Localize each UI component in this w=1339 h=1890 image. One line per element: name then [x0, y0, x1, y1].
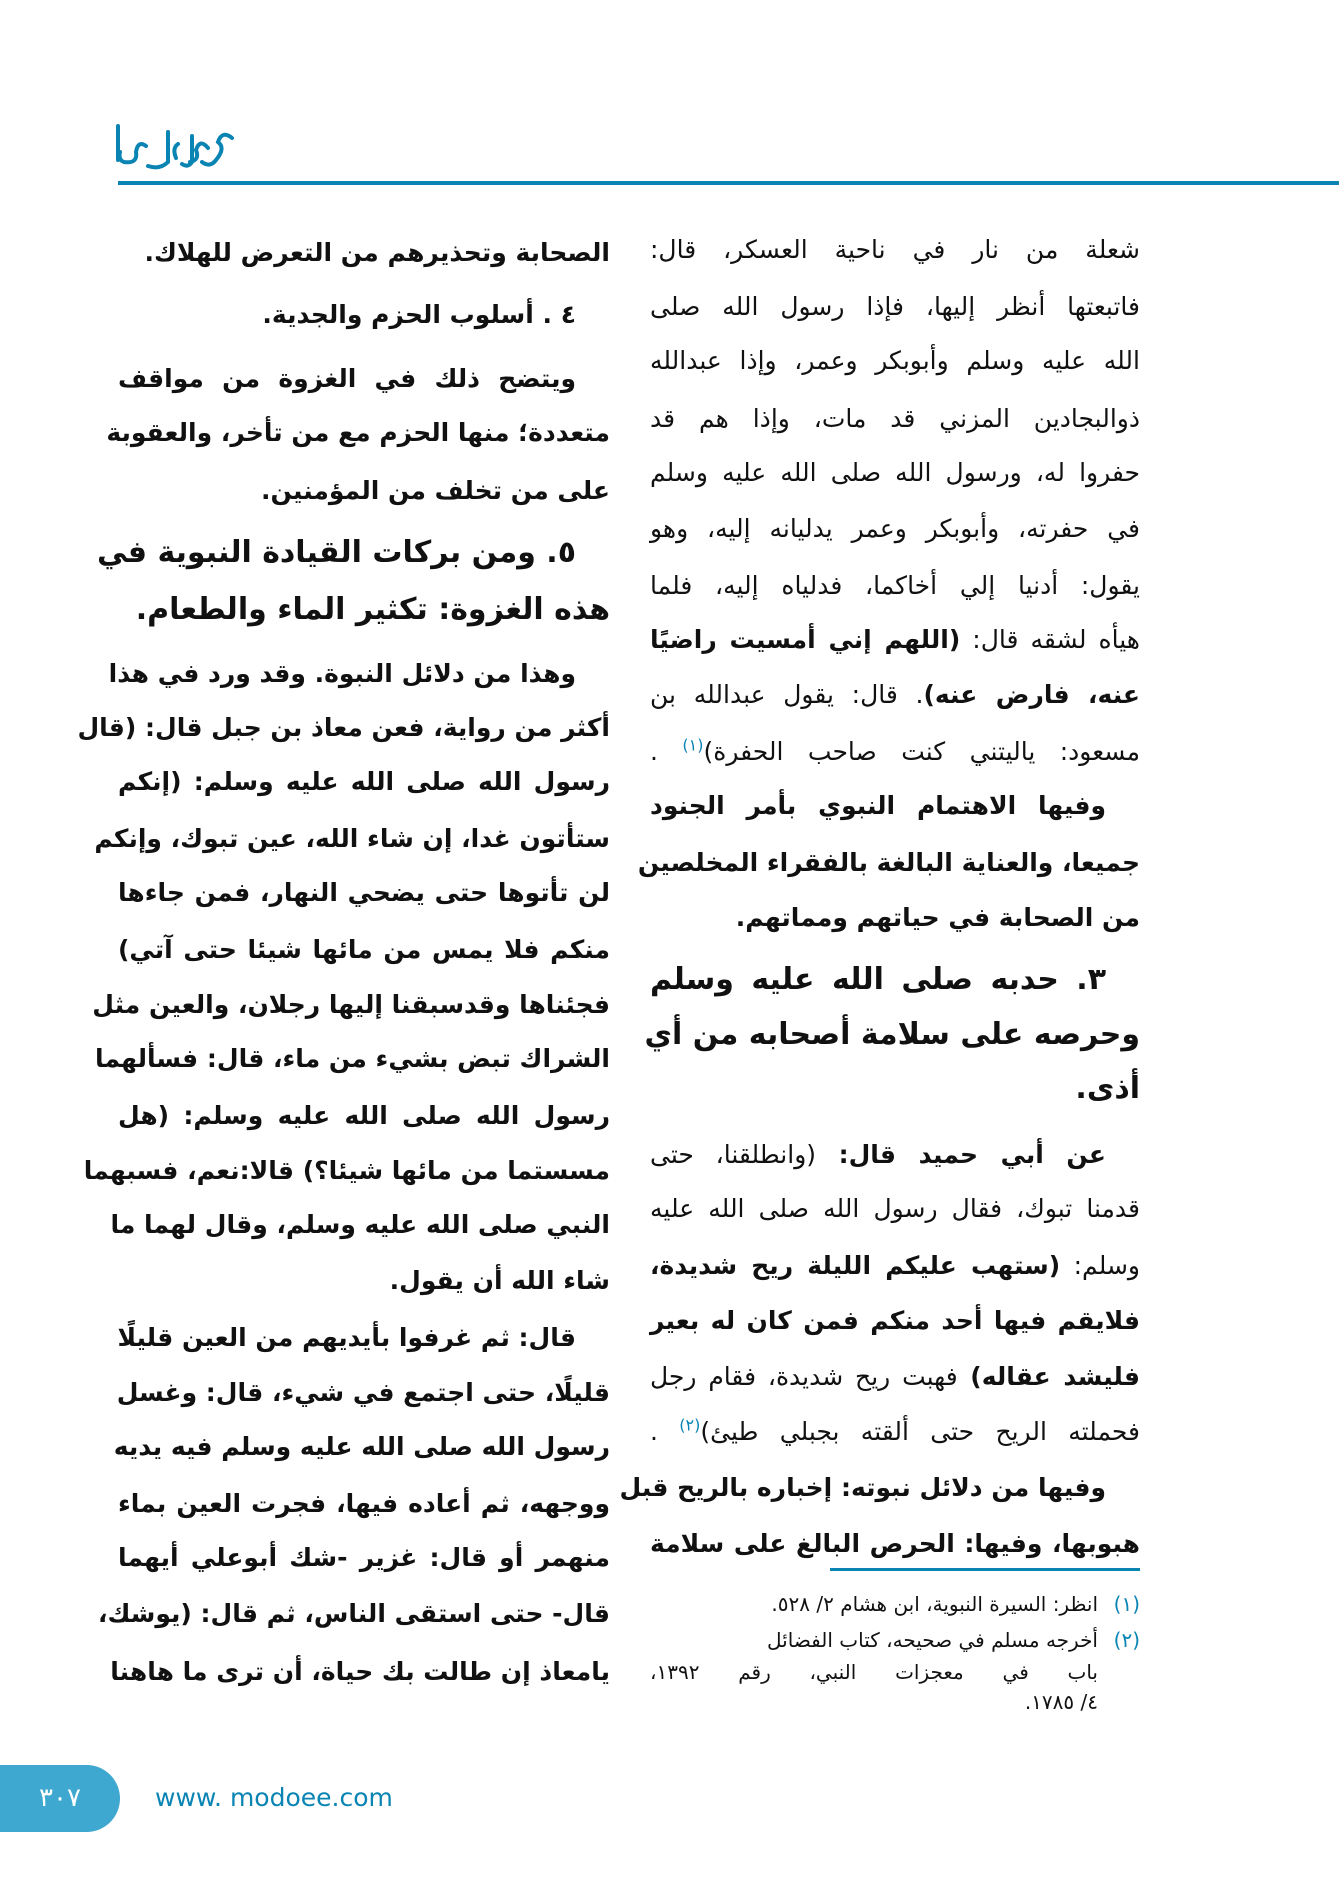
text-segment: ٥. ومن بركات القيادة النبوية في [97, 535, 576, 571]
text-segment: هبوبها، وفيها: الحرص البالغ على سلامة [650, 1528, 1140, 1558]
text-segment: على من تخلف من المؤمنين. [261, 475, 610, 505]
footnote-marker[interactable]: (٢) [679, 1415, 701, 1435]
text-segment: منكم فلا يمس من مائها شيئا حتى آتي) [118, 935, 610, 965]
text-line [650, 445, 1140, 501]
text-segment: . [650, 1416, 680, 1446]
text-line [650, 1238, 1140, 1294]
text-segment: وسلم: [1060, 1250, 1140, 1280]
text-line [110, 1197, 610, 1253]
header-rule [118, 181, 1339, 185]
text-segment: الله عليه وسلم وأبوبكر وعمر، وإذا عبدالله [650, 345, 1140, 375]
text-line [650, 391, 1140, 447]
text-line [118, 1530, 610, 1586]
text-line [650, 1061, 1140, 1117]
text-line [118, 1476, 610, 1532]
text-segment: (وانطلقنا، حتى [650, 1139, 817, 1169]
text-line [118, 754, 610, 810]
text-line [97, 1586, 610, 1642]
text-line [650, 222, 1140, 278]
text-line [650, 1349, 1140, 1405]
text-segment: . قال: يقول عبدالله بن [650, 680, 924, 710]
text-line [83, 1143, 610, 1199]
text-line [118, 1088, 610, 1144]
text-segment: فحملته الريح حتى ألقته بجبلي طيئ) [700, 1416, 1140, 1446]
text-line [650, 1404, 1140, 1460]
text-line [77, 700, 610, 756]
text-line [118, 922, 610, 978]
text-segment: الشراك تبض بشيء من ماء، قال: فسألهما [94, 1043, 610, 1073]
text-line [650, 279, 1140, 335]
text-line [113, 1419, 610, 1475]
text-segment: عنه، فارض عنه) [923, 680, 1141, 710]
text-segment: وحرصه على سلامة أصحابه من أي [644, 1016, 1140, 1052]
text-segment: ويتضح ذلك في الغزوة من مواقف [118, 363, 576, 393]
footnote-separator [830, 1568, 1140, 1571]
text-segment: فجئناها وقدسبقنا إليها رجلان، والعين مثل [92, 989, 610, 1019]
text-segment: وفيها الاهتمام النبوي بأمر الجنود [650, 791, 1106, 821]
website-link[interactable]: www. modoee.com [155, 1783, 393, 1812]
text-line [650, 1293, 1140, 1349]
text-line [118, 865, 610, 921]
text-segment: . [650, 736, 683, 766]
footnote-text: باب في معجزات النبي، رقم ١٣٩٢، [650, 1660, 1098, 1684]
text-segment: قليلًا، حتى اجتمع في شيء، قال: وغسل [116, 1378, 610, 1408]
text-segment: رسول الله صلى الله عليه وسلم: (إنكم [118, 766, 610, 796]
text-segment: يقول: أدنيا إلي أخاكما، فدلياه إليه، فلما [650, 570, 1140, 600]
footnote [650, 1587, 1140, 1621]
text-segment: ستأتون غدا، إن شاء الله، عين تبوك، وإنكم [94, 823, 610, 853]
text-segment: ٣. حدبه صلى الله عليه وسلم [650, 962, 1106, 998]
text-segment: وفيها من دلائل نبوته: إخباره بالريح قبل [619, 1473, 1106, 1503]
text-segment: من الصحابة في حياتهم ومماتهم. [735, 902, 1140, 932]
footnote-text: أخرجه مسلم في صحيحه، كتاب الفضائل [767, 1628, 1098, 1652]
logo-calligraphy-icon [112, 118, 247, 178]
text-line [118, 582, 610, 638]
text-line [637, 835, 1140, 891]
text-line [650, 778, 1140, 834]
footnote-text: انظر: السيرة النبوية، ابن هشام ٢/ ٥٢٨. [771, 1592, 1098, 1616]
text-line [650, 501, 1140, 557]
text-segment: قال: ثم غرفوا بأيديهم من العين قليلًا [117, 1322, 576, 1352]
text-line [619, 1460, 1140, 1516]
text-line [118, 463, 610, 519]
text-line [650, 333, 1140, 389]
text-segment: (ستهب عليكم الليلة ريح شديدة، [650, 1250, 1061, 1280]
text-segment: قال- حتى استقى الناس، ثم قال: (يوشك، [97, 1599, 610, 1629]
text-segment: مسعود: ياليتني كنت صاحب الحفرة) [703, 736, 1140, 766]
text-line [650, 1127, 1140, 1183]
text-segment: في حفرته، وأبوبكر وعمر يدليانه إليه، وهو [650, 514, 1140, 544]
text-segment: متعددة؛ منها الحزم مع من تأخر، والعقوبة [106, 418, 610, 448]
text-segment: يامعاذ إن طالت بك حياة، أن ترى ما هاهنا [110, 1657, 610, 1687]
text-line [106, 405, 610, 461]
text-line [97, 525, 610, 581]
text-segment: فاتبعتها أنظر إليها، فإذا رسول الله صلى [650, 291, 1140, 321]
text-line [650, 612, 1140, 668]
text-segment: رسول الله صلى الله عليه وسلم فيه يديه [113, 1432, 610, 1462]
footnote [650, 1655, 1140, 1689]
text-segment: ذوالبجادين المزني قد مات، وإذا هم قد [650, 403, 1140, 433]
text-line [94, 811, 610, 867]
footnote-number: (١) [1113, 1592, 1140, 1616]
text-line [118, 287, 610, 343]
text-segment: فليشد عقاله) [957, 1362, 1141, 1392]
text-segment: فهبت ريح شديدة، فقام رجل [650, 1362, 958, 1392]
text-segment: ووجهه، ثم أعاده فيها، فجرت العين بماء [118, 1488, 610, 1518]
text-line [118, 1310, 610, 1366]
text-segment: شعلة من نار في ناحية العسكر، قال: [650, 235, 1140, 265]
text-line [650, 558, 1140, 614]
text-line [650, 952, 1140, 1008]
page-number-badge: ٣٠٧ [0, 1765, 120, 1832]
footnote-text: ٤/ ١٧٨٥. [1024, 1690, 1098, 1714]
text-line [650, 724, 1140, 780]
text-line [118, 351, 610, 407]
text-line [650, 890, 1140, 946]
footnote [650, 1685, 1140, 1719]
text-segment: وهذا من دلائل النبوة. وقد ورد في هذا [108, 658, 576, 688]
text-line [118, 1365, 610, 1421]
footnote [650, 1623, 1140, 1657]
text-line [92, 977, 610, 1033]
text-line [108, 646, 610, 702]
text-segment: عن أبي حميد قال: [816, 1139, 1106, 1169]
text-line [94, 1031, 610, 1087]
text-line [110, 1644, 610, 1700]
text-line [118, 1253, 610, 1309]
text-segment: فلايقم فيها أحد منكم فمن كان له بعير [650, 1305, 1140, 1335]
text-segment: شاء الله أن يقول. [389, 1266, 610, 1296]
text-segment: رسول الله صلى الله عليه وسلم: (هل [118, 1101, 610, 1131]
text-line [650, 667, 1140, 723]
text-line [650, 1181, 1140, 1237]
text-segment: النبي صلى الله عليه وسلم، وقال لهما ما [110, 1209, 610, 1239]
footnote-marker[interactable]: (١) [682, 735, 704, 755]
text-segment: ٤ . أسلوب الحزم والجدية. [262, 300, 576, 330]
text-line [650, 1516, 1140, 1572]
footnote-number: (٢) [1113, 1628, 1140, 1652]
text-segment: جميعا، والعناية البالغة بالفقراء المخلصين [637, 847, 1140, 877]
text-segment: حفروا له، ورسول الله صلى الله عليه وسلم [650, 457, 1140, 487]
text-segment: الصحابة وتحذيرهم من التعرض للهلاك. [144, 237, 610, 267]
text-line [644, 1007, 1140, 1063]
text-segment: (اللهم إني أمسيت راضيًا [650, 625, 961, 655]
book-title-logo [112, 118, 247, 178]
text-segment: هذه الغزوة: تكثير الماء والطعام. [135, 591, 610, 627]
text-segment: منهمر أو قال: غزير -شك أبوعلي أيهما [118, 1542, 610, 1572]
text-segment: قدمنا تبوك، فقال رسول الله صلى الله عليه [650, 1194, 1140, 1224]
text-segment: أكثر من رواية، فعن معاذ بن جبل قال: (قال [77, 712, 610, 742]
text-line [118, 225, 610, 281]
text-segment: مسستما من مائها شيئا؟) قالا:نعم، فسبهما [83, 1155, 610, 1185]
text-segment: لن تأتوها حتى يضحي النهار، فمن جاءها [118, 877, 610, 907]
text-segment: أذى. [1075, 1070, 1140, 1106]
text-segment: هيأه لشقه قال: [960, 625, 1140, 655]
